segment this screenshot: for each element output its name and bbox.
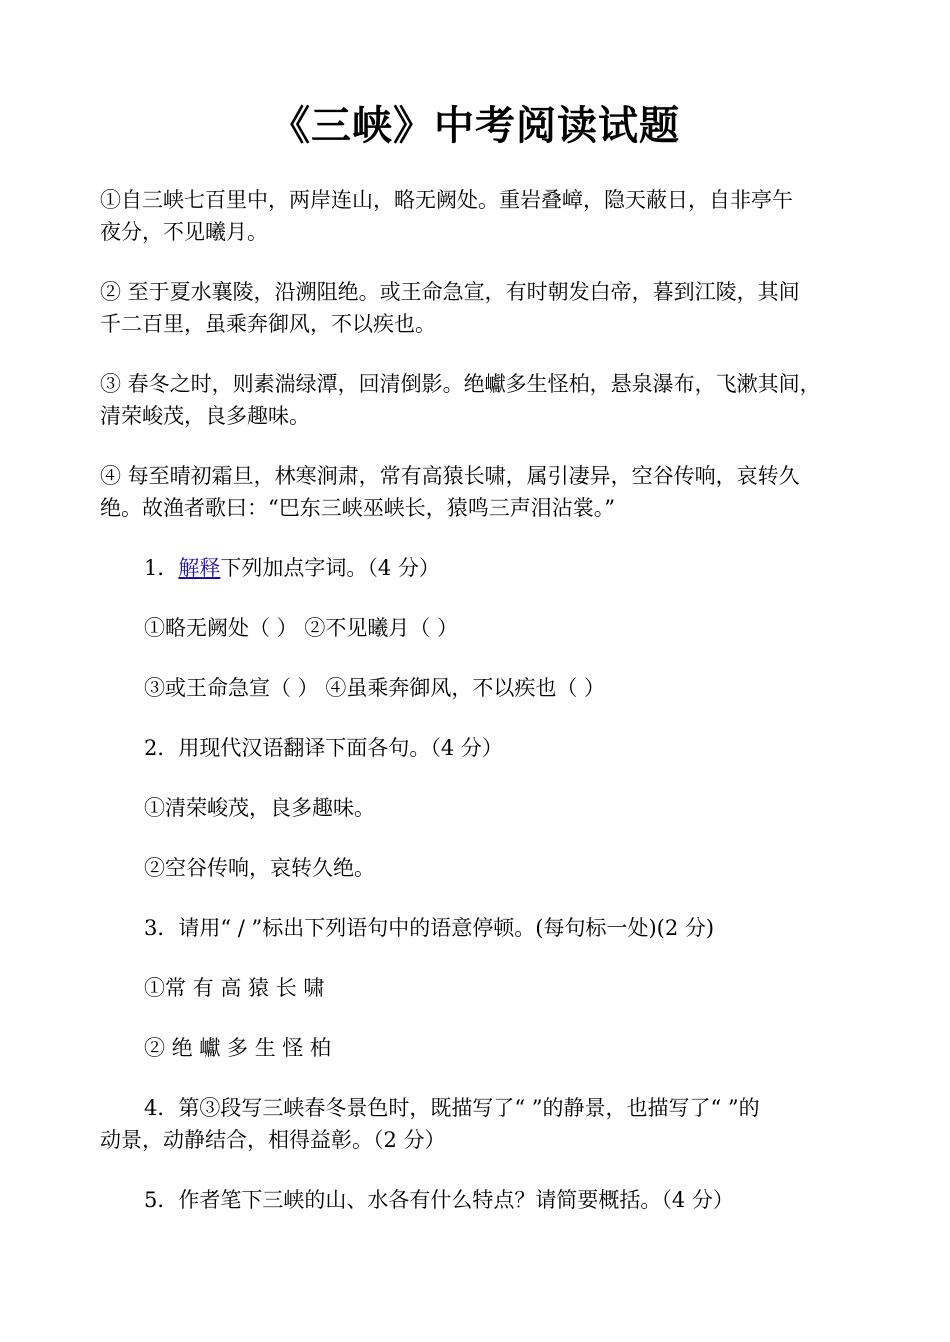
question-4-line1: 4．第③段写三峡春冬景色时，既描写了“ ”的静景，也描写了“ ”的	[144, 1096, 760, 1120]
question-2-item2: ②空谷传响，哀转久绝。	[144, 856, 375, 880]
passage-p2-line2: 千二百里，虽乘奔御风，不以疾也。	[100, 312, 436, 336]
passage-p3-line2: 清荣峻茂，良多趣味。	[100, 404, 310, 428]
question-1-text: 下列加点字词。（4 分）	[220, 556, 440, 580]
question-2-item1: ①清荣峻茂，良多趣味。	[144, 796, 375, 820]
question-3-item1: ①常 有 高 猿 长 啸	[144, 976, 325, 1000]
question-3-item2: ② 绝 巘 多 生 怪 柏	[144, 1036, 332, 1060]
question-1-item-row2: ③或王命急宣（ ） ④虽乘奔御风，不以疾也（ ）	[144, 676, 606, 700]
question-4-line2: 动景，动静结合，相得益彰。（2 分）	[100, 1128, 446, 1152]
question-3: 3．请用“ / ”标出下列语句中的语意停顿。(每句标一处)(2 分)	[144, 916, 715, 940]
question-1-item-row1: ①略无阙处（ ） ②不见曦月（ ）	[144, 616, 459, 640]
question-5: 5．作者笔下三峡的山、水各有什么特点？请简要概括。（4 分）	[144, 1188, 734, 1212]
page-title: 《三峡》中考阅读试题	[270, 103, 680, 149]
passage-p1-line2: 夜分，不见曦月。	[100, 220, 268, 244]
explain-link[interactable]: 解释	[178, 556, 221, 580]
passage-p3-line1: ③ 春冬之时，则素湍绿潭，回清倒影。绝巘多生怪柏，悬泉瀑布，飞漱其间，	[100, 372, 821, 396]
passage-p1-line1: ①自三峡七百里中，两岸连山，略无阙处。重岩叠嶂，隐天蔽日，自非亭午	[100, 188, 793, 212]
question-1	[144, 552, 440, 584]
passage-p2-line1: ② 至于夏水襄陵，沿溯阻绝。或王命急宣，有时朝发白帝，暮到江陵，其间	[100, 280, 800, 304]
question-1-number: 1．	[144, 556, 179, 580]
question-2: 2．用现代汉语翻译下面各句。（4 分）	[144, 736, 503, 760]
passage-p4-line2: 绝。故渔者歌曰：“巴东三峡巫峡长，猿鸣三声泪沾裳。”	[100, 496, 615, 520]
passage-p4-line1: ④ 每至晴初霜旦，林寒涧肃，常有高猿长啸，属引凄异，空谷传响，哀转久	[100, 464, 800, 488]
